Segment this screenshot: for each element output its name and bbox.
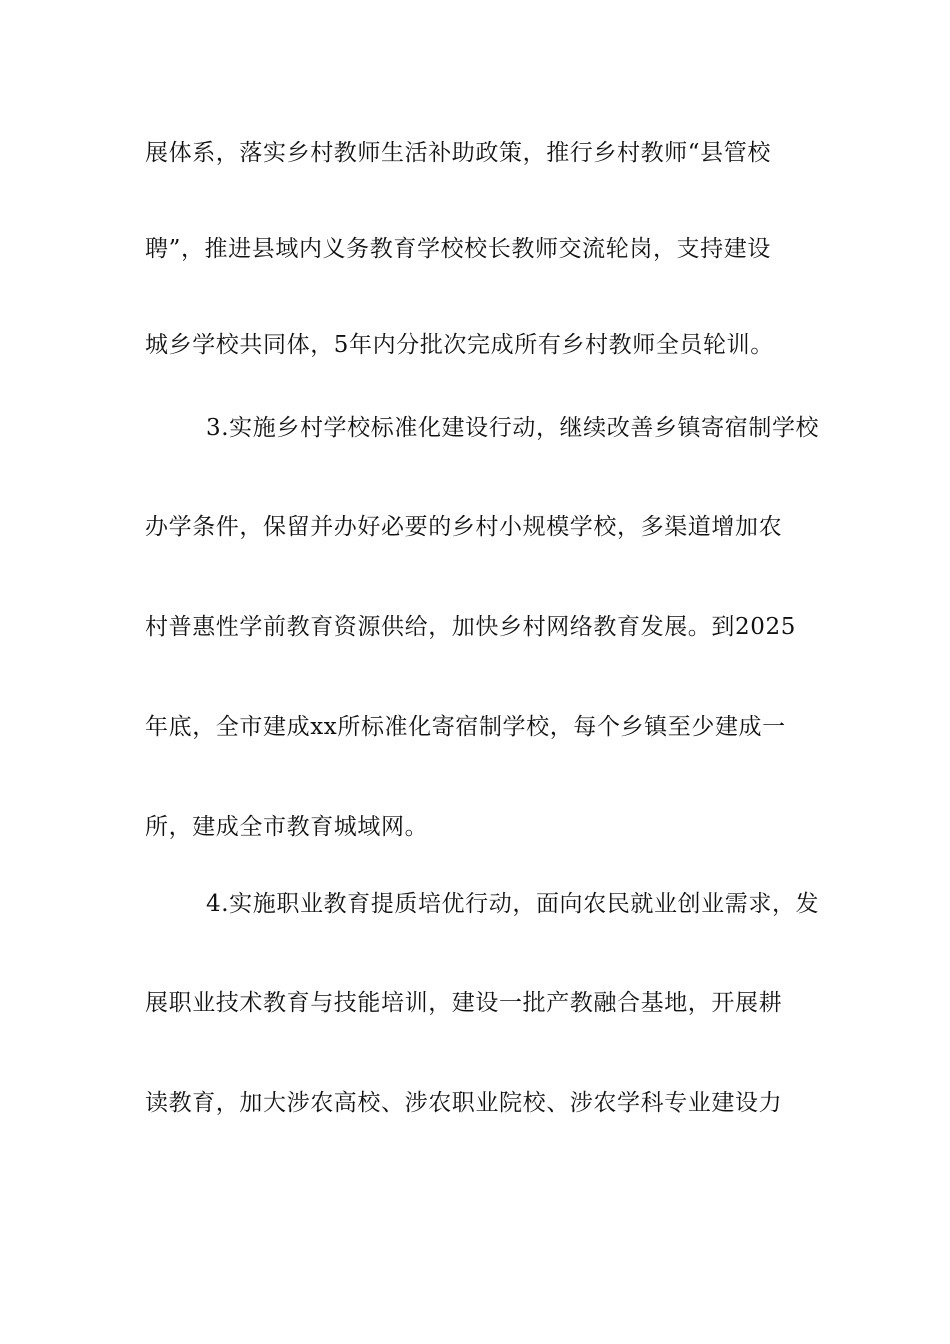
text-line: 展职业技术教育与技能培训，建设一批产教融合基地，开展耕 (145, 990, 783, 1016)
text-line: 村普惠性学前教育资源供给，加快乡村网络教育发展。到2025 (145, 614, 796, 640)
text-line: 所，建成全市教育城域网。 (145, 814, 429, 840)
paragraph-start-line: 3.实施乡村学校标准化建设行动，继续改善乡镇寄宿制学校 (206, 415, 820, 441)
text-line: 城乡学校共同体，5年内分批次完成所有乡村教师全员轮训。 (145, 332, 774, 358)
text-line: 聘”，推进县域内义务教育学校校长教师交流轮岗，支持建设 (145, 236, 771, 262)
text-line: 办学条件，保留并办好必要的乡村小规模学校，多渠道增加农 (145, 514, 783, 540)
paragraph-start-line: 4.实施职业教育提质培优行动，面向农民就业创业需求，发 (206, 891, 820, 917)
text-line: 年底，全市建成xx所标准化寄宿制学校，每个乡镇至少建成一 (145, 714, 786, 740)
text-line: 读教育，加大涉农高校、涉农职业院校、涉农学科专业建设力 (145, 1090, 783, 1116)
text-line: 展体系，落实乡村教师生活补助政策，推行乡村教师“县管校 (145, 140, 771, 166)
